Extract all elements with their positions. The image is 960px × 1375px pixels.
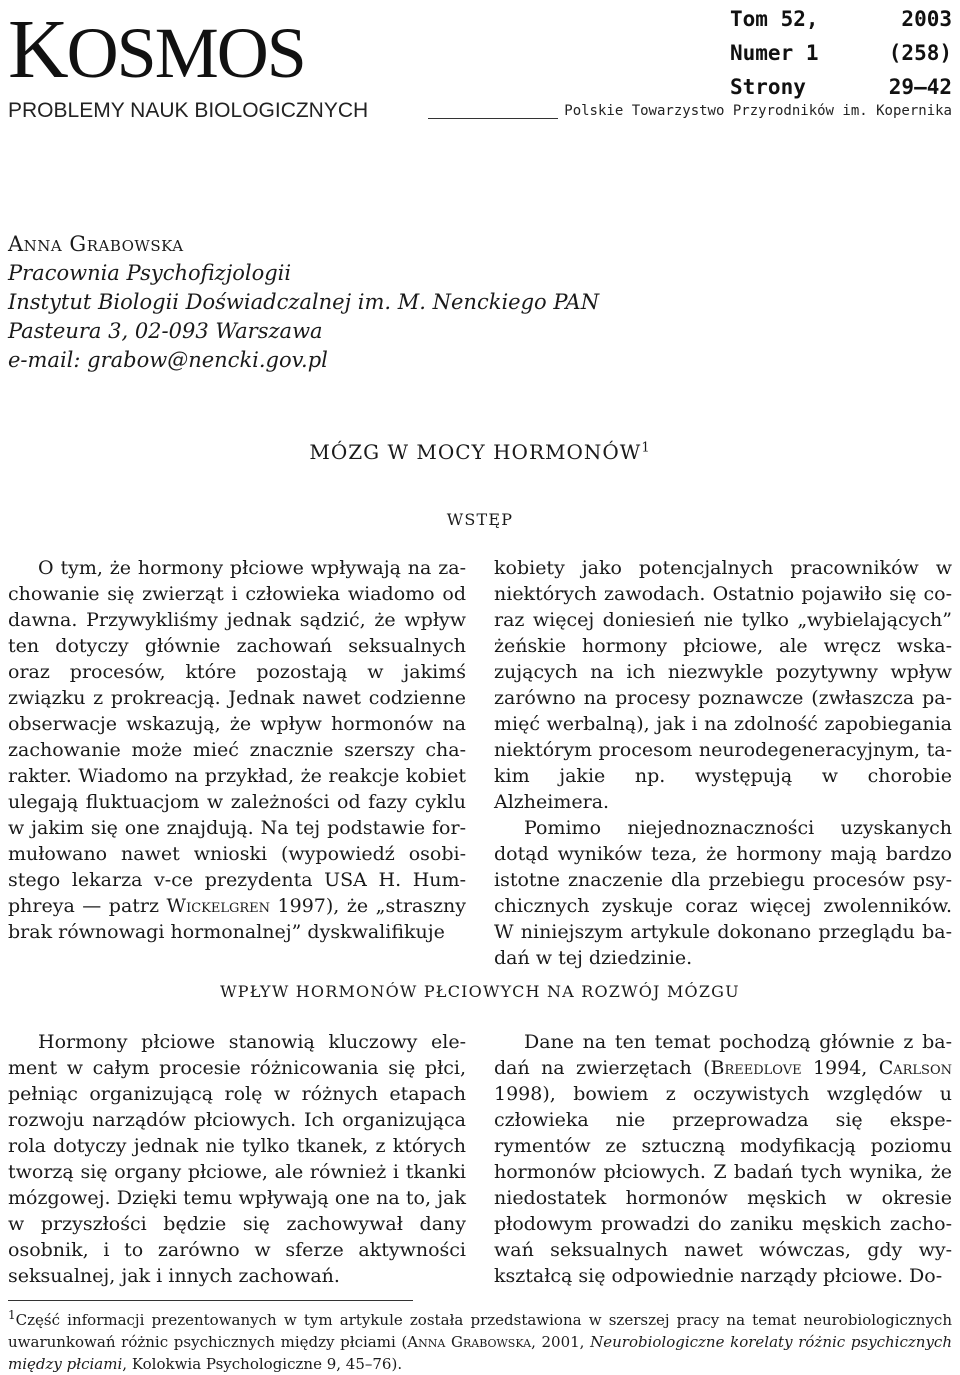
author-email: e-mail: grabow@nencki.gov.pl bbox=[8, 348, 328, 372]
section-title-hormones: WPŁYW HORMONÓW PŁCIOWYCH NA ROZWÓJ MÓZGU bbox=[220, 982, 740, 1001]
footnote-text: , Kolokwia Psychologiczne 9, 45–76). bbox=[122, 1355, 403, 1373]
journal-tagline: PROBLEMY NAUK BIOLOGICZNYCH bbox=[8, 99, 369, 122]
paragraph: kobiety jako potencjalnych pracowników w niektórych zawodach. Ostatnio pojawiło się coraz więcej doniesień nie tylko „wybielających” żeńskie hormony płciowe, ale wręcz wskazujących na ich niezwykle pozytywny wpływ zarówno na procesy poznawcze (zwłaszcza pamięć werbalną), jak i na zdolność zapobiegania niektórym procesom neurodegeneracyjnym, takim jakie np. występują w chorobie Alzheimera. bbox=[494, 557, 952, 813]
paragraph: Hormony płciowe stanowią kluczowy element w całym procesie różnicowania się płci, pełniąc organizującą rolę w różnych etapach rozwoju narządów płciowych. Ich organizująca rola dotyczy jednak nie tylko tkanek, z których tworzą się organy płciowe, ale również i tkanki mózgowej. Dzięki temu wpływają one na to, jak w przyszłości będzie się zachowywał dany osobnik, i to zarówno w sferze aktywności seksualnej, jak i innych zachowań. bbox=[8, 1031, 466, 1287]
paragraph-text: 1994, bbox=[801, 1057, 879, 1079]
citation: Wickelgren bbox=[166, 895, 271, 917]
author-block bbox=[8, 230, 599, 375]
issue-value: (258) bbox=[888, 41, 952, 65]
section-title-intro: WSTĘP bbox=[446, 510, 514, 529]
society-name: Polskie Towarzystwo Przyrodników im. Kopernika bbox=[558, 103, 952, 119]
footnote-text: , 2001, bbox=[531, 1333, 591, 1351]
issue-info bbox=[730, 2, 952, 104]
second-right-column bbox=[494, 1029, 952, 1289]
issue-value: 2003 bbox=[901, 7, 952, 31]
logo-initial: K bbox=[8, 3, 67, 96]
footnote-rule bbox=[8, 1300, 413, 1301]
journal-logo bbox=[8, 3, 428, 96]
citation: Anna Grabowska bbox=[407, 1333, 532, 1351]
logo-text: OSMOS bbox=[66, 13, 305, 93]
paragraph-text: 1998), bowiem z oczywistych względów u człowieka nie przeprowadza się eksperymentów ze sztuczną modyfikacją poziomu hormonów płciowych. Z badań tych wynika, że niedostatek hormonów męskich w okresie płodowym prowadzi do zaniku męskich zachowań seksualnych nawet wówczas, gdy wykształcą się odpowiednie narządy płciowe. Do- bbox=[494, 1083, 952, 1287]
article-title bbox=[0, 440, 960, 464]
footnote-number: 1 bbox=[8, 1308, 16, 1322]
affiliation-line: Instytut Biologii Doświadczalnej im. M. Nenckiego PAN bbox=[8, 290, 600, 314]
paragraph bbox=[494, 1029, 952, 1289]
book-title: Neurobiologiczne korelaty różnic psychicznych między płciami bbox=[8, 1333, 952, 1373]
article-title-text: MÓZG W MOCY HORMONÓW bbox=[309, 440, 642, 464]
affiliation-line: Pracownia Psychofizjologii bbox=[8, 261, 292, 285]
issue-label: Numer 1 bbox=[730, 41, 819, 65]
paragraph: Pomimo niejednoznaczności uzyskanych dotąd wyników teza, że hormony mają bardzo istotne znaczenie dla przebiegu procesów psychicznych zyskuje coraz więcej zwolenników. W niniejszym artykule dokonano przeglądu badań w tej dziedzinie. bbox=[494, 817, 952, 969]
paragraph-text: Dane na ten temat pochodzą głównie z badań na zwierzętach ( bbox=[494, 1031, 952, 1079]
issue-volume-row bbox=[730, 2, 952, 36]
intro-right-column bbox=[494, 555, 952, 971]
author-name: Anna Grabowska bbox=[8, 232, 184, 256]
citation: Breedlove bbox=[710, 1057, 802, 1079]
issue-pages-row bbox=[730, 70, 952, 104]
footnote-marker: 1 bbox=[641, 440, 651, 456]
footnote bbox=[8, 1304, 952, 1375]
issue-number-row bbox=[730, 36, 952, 70]
issue-label: Strony bbox=[730, 75, 806, 99]
issue-label: Tom 52, bbox=[730, 7, 819, 31]
paragraph-text: 1997), że „straszny brak równowagi hormonalnej” dyskwalifikuje bbox=[8, 895, 466, 943]
intro-left-column bbox=[8, 555, 466, 945]
paragraph bbox=[8, 555, 466, 945]
paragraph-text: O tym, że hormony płciowe wpływają na zachowanie się zwierząt i człowieka wiadomo od dawna. Przywykliśmy jednak sądzić, że wpływ ten dotyczy głównie zachowań seksualnych oraz procesów, które pozostają w jakimś związku z prokreacją. Jednak nawet codzienne obserwacje wskazują, że wpływ hormonów na zachowanie może mieć znacznie szerszy charakter. Wiadomo na przykład, że reakcje kobiet ulegają fluktuacjom w zależności od fazy cyklu w jakim się one znajdują. Na tej podstawie formułowano nawet wnioski (wypowiedź osobistego lekarza v-ce prezydenta USA H. Humphreya — patrz bbox=[8, 557, 466, 917]
citation: Carlson bbox=[878, 1057, 952, 1079]
footnote-text: Część informacji prezentowanych w tym artykule została przedstawiona w szerszej pracy na temat neurobiologicznych uwarunkowań różnic psychicznych między płciami ( bbox=[8, 1311, 952, 1351]
second-left-column bbox=[8, 1029, 466, 1289]
affiliation-line: Pasteura 3, 02-093 Warszawa bbox=[8, 319, 323, 343]
issue-value: 29–42 bbox=[888, 75, 952, 99]
